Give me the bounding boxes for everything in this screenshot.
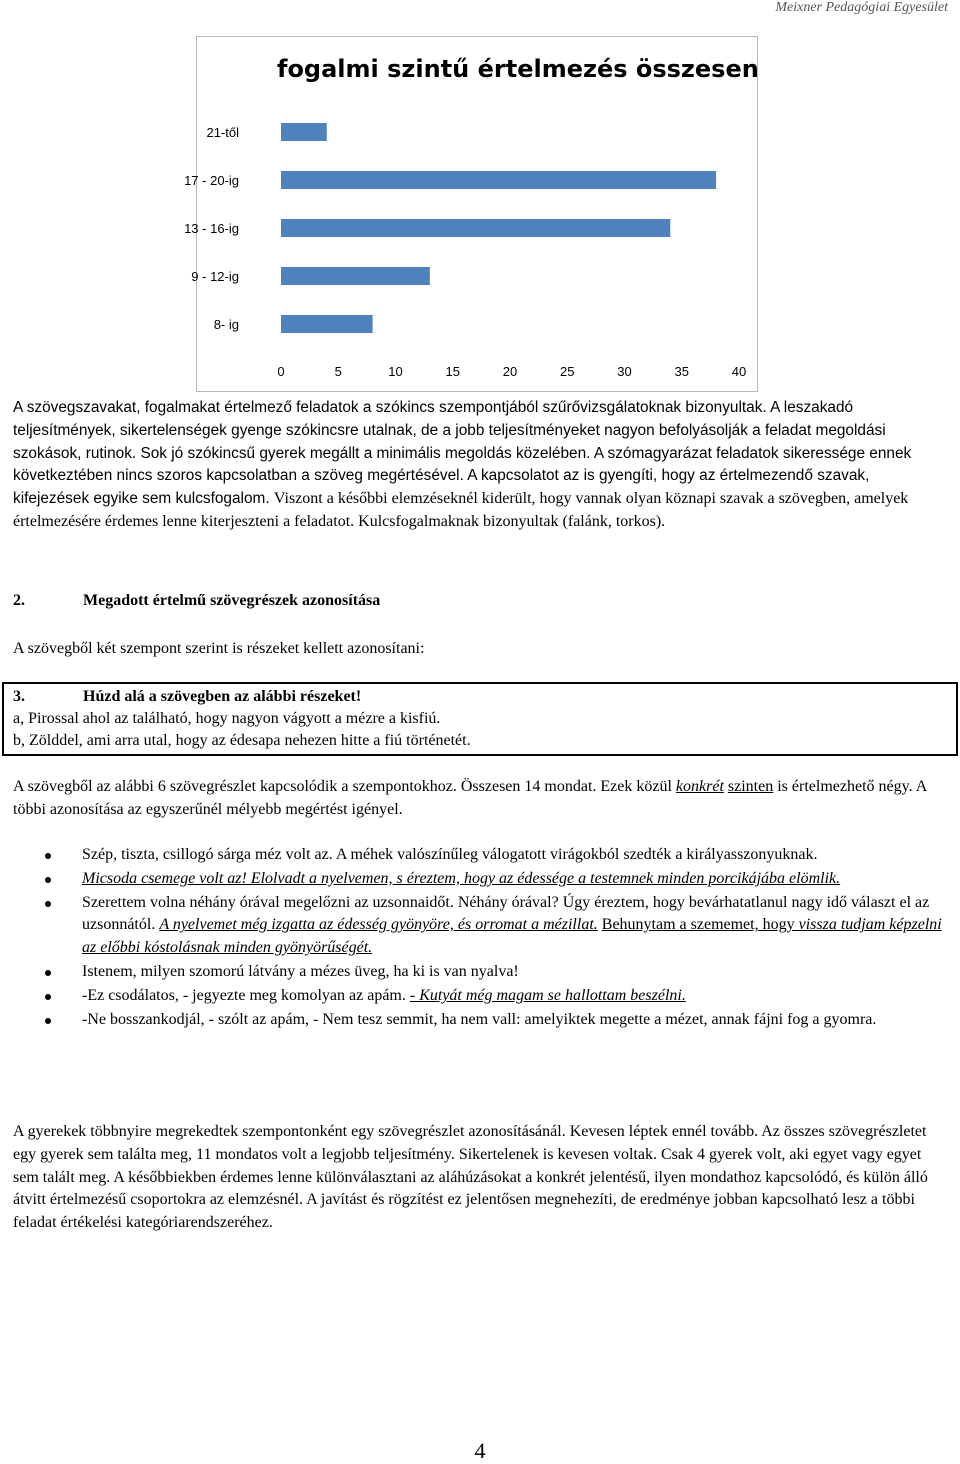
task-line-b: b, Zölddel, ami arra utal, hogy az édesapa nehezen hitte a fiú történetét.	[13, 732, 471, 749]
list-item-text: Micsoda csemege volt az! Elolvadt a nyelvemen, s éreztem, hogy az édessége a testemnek minden porcikájába elömlik.	[82, 869, 841, 887]
x-tick-label: 15	[445, 364, 460, 379]
list-item-text: Szerettem volna néhány órával megelőzni az uzsonnaidőt. Néhány órával? Úgy éreztem, hogy bevárhatatlanul nagy idő választ el az uzsonnától.	[82, 893, 930, 934]
excerpts-text-pre: A szövegből az alábbi 6 szövegrészlet kapcsolódik a szempontokhoz. Összesen 14 mondat. Ezek közül	[13, 778, 676, 795]
list-item-underlined: - Kutyát még magam se hallottam beszélni.	[409, 986, 686, 1004]
bar	[281, 315, 373, 333]
list-item	[0, 844, 950, 867]
list-item	[0, 892, 950, 960]
task-title: Húzd alá a szövegben az alábbi részeket!	[83, 688, 362, 705]
list-item-underlined: Behunytam a szememet, hogy	[601, 916, 799, 934]
bar-chart	[184, 36, 759, 392]
paragraph-vocabulary-part2: Viszont a későbbi elemzéseknél kiderült, hogy vannak olyan köznapi szavak a szövegben, amelyek értelmezésére érdemes lenne kiterjeszteni a feladatot. Kulcsfogalmaknak bizonyultak (falánk, torkos).	[13, 490, 909, 530]
bar	[281, 123, 327, 141]
x-tick-label: 40	[731, 364, 747, 379]
excerpts-konkret: konkrét	[675, 778, 724, 795]
x-tick-label: 5	[334, 364, 342, 379]
bullet-icon	[45, 1018, 51, 1024]
bar	[281, 171, 716, 189]
x-tick-label: 30	[617, 364, 632, 379]
paragraph-results: A gyerekek többnyire megrekedtek szempontonként egy szövegrészlet azonosításánál. Kevesen léptek ennél tovább. Az összes szövegrészletet egy gyerek sem találta meg, 11 mondatos volt a legjobb teljesítmény. Sikertelenek is kevesen voltak. Csak 4 gyerek volt, aki egyet vagy egyet sem talált meg. A későbbiekben érdemes lenne különválasztani az aláhúzásokat a konkrét jelentésű, ilyen mondathoz kapcsolódó, és külön álló átvitt értelmezésű csoportokra az elemzésnél. A javítást és rögzítést ez jelentősen megnehezíti, de eredménye jobban kapcsolható lesz a többi feladat értékelési kategóriarendszeréhez.	[13, 1123, 928, 1232]
chart-plot	[184, 37, 757, 391]
list-item	[0, 1009, 950, 1032]
list-item	[0, 961, 950, 984]
category-label: 21-től	[206, 125, 239, 140]
header-institution: Meixner Pedagógiai Egyesület	[775, 0, 948, 15]
list-item-text: -Ne bosszankodjál, - szólt az apám, - Nem tesz semmit, ha nem vall: amelyiktek megette a mézet, annak fájni fog a gyomra.	[82, 1010, 877, 1028]
section-intro: A szövegből két szempont szerint is részeket kellett azonosítani:	[13, 640, 425, 657]
excerpt-list	[0, 844, 950, 1032]
list-item	[0, 868, 950, 891]
x-tick-label: 35	[674, 364, 689, 379]
bullet-icon	[45, 994, 51, 1000]
bullet-icon	[45, 877, 51, 883]
task-heading	[13, 686, 361, 708]
bullet-icon	[45, 901, 51, 907]
category-label: 17 - 20-ig	[184, 173, 239, 188]
list-item	[0, 985, 950, 1008]
bar	[281, 219, 670, 237]
bullet-icon	[45, 970, 51, 976]
category-label: 13 - 16-ig	[184, 221, 239, 236]
excerpts-text-post: is értelmezhető négy. A többi azonosítása az egyszerűnél mélyebb megértést igényel.	[13, 778, 927, 818]
paragraph-excerpts	[13, 776, 949, 822]
x-tick-label: 10	[388, 364, 403, 379]
bar	[281, 267, 430, 285]
x-tick-label: 20	[502, 364, 518, 379]
section-heading	[13, 592, 380, 610]
list-item-underlined: A nyelvemet még izgatta az édesség gyönyöre, és orromat a mézillat.	[159, 916, 598, 934]
bullet-icon	[45, 853, 51, 859]
category-label: 8- ig	[213, 317, 239, 332]
section-number: 2.	[13, 592, 25, 609]
page-number: 4	[474, 1438, 486, 1463]
chart-title: fogalmi szintű értelmezés összesen	[277, 55, 759, 83]
task-line-a: a, Pirossal ahol az található, hogy nagyon vágyott a mézre a kisfiú.	[13, 710, 441, 727]
x-tick-label: 0	[277, 364, 285, 379]
list-item-text: -Ez csodálatos, - jegyezte meg komolyan az apám.	[82, 986, 410, 1004]
section-title: Megadott értelmű szövegrészek azonosítása	[83, 592, 381, 609]
task-box	[2, 682, 958, 756]
excerpts-szinten: szinten	[727, 778, 774, 795]
list-item-underlined: vissza tudjam képzelni az előbbi kóstolásnak minden gyönyörűségét.	[82, 916, 942, 957]
paragraph-vocabulary	[13, 397, 949, 534]
paragraph-vocabulary-part1: A szövegszavakat, fogalmakat értelmező feladatok a szókincs szempontjából szűrővizsgálatoknak bizonyultak. A leszakadó teljesítmények, sikertelenségek gyenge szókincsre utalnak, de a jobb teljesítményeket nagyon befolyásolják a feladat megoldási szokások, rutinok. Sok jó szókincsű gyerek megállt a minimális megoldás közelében. A szómagyarázat feladatok sikeressége ennek következtében nincs szoros kapcsolatban a szöveg megértésével. A kapcsolatot az is gyengíti, hogy az értelmezendő szavak, kifejezések egyike sem kulcsfogalom.	[13, 399, 912, 508]
x-tick-label: 25	[560, 364, 575, 379]
list-item-text: Istenem, milyen szomorú látvány a mézes üveg, ha ki is van nyalva!	[82, 962, 519, 980]
task-number: 3.	[13, 688, 25, 705]
category-label: 9 - 12-ig	[191, 269, 239, 284]
list-item-text: Szép, tiszta, csillogó sárga méz volt az. A méhek valószínűleg válogatott virágokból szedték a királyasszonyuknak.	[82, 846, 818, 863]
